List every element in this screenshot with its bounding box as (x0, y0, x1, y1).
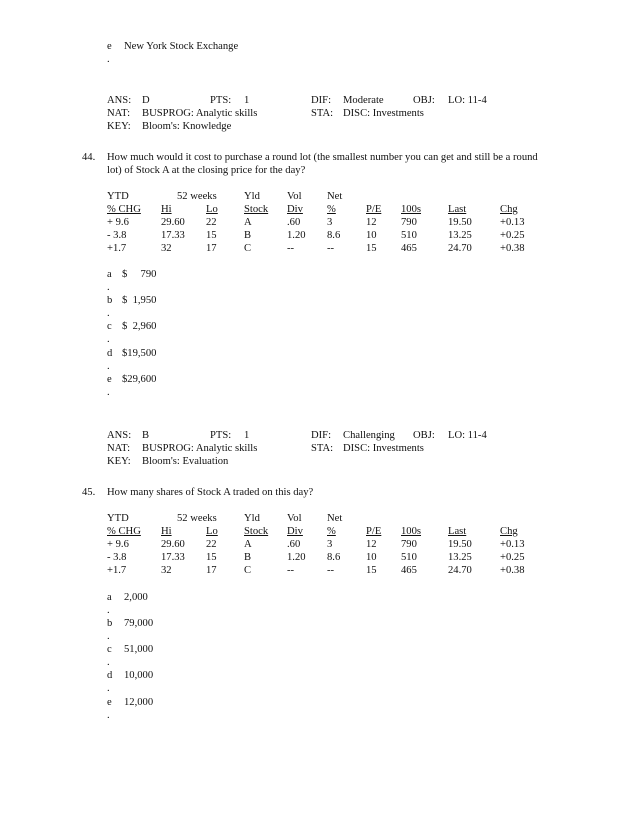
q44-text-line1: How much would it cost to purchase a round lot (the smallest number you can get and still be a round (107, 152, 538, 163)
column-header-chg: Chg (500, 526, 518, 537)
table-header-vol: Vol (287, 513, 302, 524)
q45-option-b-text: 79,000 (124, 618, 154, 629)
table-cell: +1.7 (107, 243, 127, 254)
q43-dif-value: Moderate (343, 95, 384, 106)
column-header-hi: Hi (161, 526, 172, 537)
table-cell: 15 (366, 243, 377, 254)
q45-option-c-text: 51,000 (124, 644, 154, 655)
table-cell: 29.60 (161, 539, 185, 550)
table-cell: -- (327, 565, 335, 576)
column-header-chg: Chg (500, 204, 518, 215)
table-cell: + 9.6 (107, 539, 129, 550)
table-cell: 12 (366, 217, 377, 228)
table-cell: +0.13 (500, 539, 525, 550)
q43-dif-label: DIF: (311, 95, 332, 106)
table-cell: 3 (327, 217, 333, 228)
q44-text-line2: lot) of Stock A at the closing price for the day? (107, 165, 306, 176)
table-cell: 17.33 (161, 230, 185, 241)
q44-sta-label: STA: (311, 443, 334, 454)
table-cell: A (244, 217, 252, 228)
column-header-last: Last (448, 204, 467, 215)
table-cell: B (244, 230, 252, 241)
q45-option-dot: . (107, 683, 110, 694)
q45-option-dot: . (107, 657, 110, 668)
q44-option-dot: . (107, 308, 110, 319)
table-cell: 510 (401, 552, 417, 563)
column-header-chg-pct: % CHG (107, 204, 141, 215)
table-cell: 13.25 (448, 230, 472, 241)
q43-nat-value: BUSPROG: Analytic skills (142, 108, 258, 119)
table-header-vol: Vol (287, 191, 302, 202)
q44-pts-label: PTS: (210, 430, 232, 441)
table-header-52weeks: 52 weeks (177, 513, 217, 524)
table-cell: -- (287, 565, 295, 576)
q44-obj-label: OBJ: (413, 430, 435, 441)
q44-option-c-letter: c (107, 321, 112, 332)
table-cell: 32 (161, 565, 172, 576)
table-cell: 19.50 (448, 539, 472, 550)
q45-text-line1: How many shares of Stock A traded on this day? (107, 487, 314, 498)
table-cell: 8.6 (327, 552, 341, 563)
table-cell: B (244, 552, 252, 563)
table-cell: - 3.8 (107, 552, 127, 563)
q43-option-e-dot: . (107, 54, 110, 65)
q43-option-e-text: New York Stock Exchange (124, 41, 239, 52)
table-cell: 510 (401, 230, 417, 241)
q45-option-e-text: 12,000 (124, 697, 154, 708)
q43-key-value: Bloom's: Knowledge (142, 121, 232, 132)
table-cell: +0.38 (500, 565, 525, 576)
table-cell: -- (327, 243, 335, 254)
q44-pts-value: 1 (244, 430, 250, 441)
table-cell: 13.25 (448, 552, 472, 563)
column-header-hi: Hi (161, 204, 172, 215)
table-cell: 10 (366, 230, 377, 241)
table-cell: 465 (401, 565, 417, 576)
q44-nat-label: NAT: (107, 443, 131, 454)
q45-option-b-letter: b (107, 618, 113, 629)
table-cell: +0.13 (500, 217, 525, 228)
table-header-yld: Yld (244, 513, 260, 524)
table-cell: 1.20 (287, 230, 306, 241)
q44-option-e-letter: e (107, 374, 112, 385)
q45-option-d-text: 10,000 (124, 670, 154, 681)
q43-obj-label: OBJ: (413, 95, 435, 106)
q43-nat-label: NAT: (107, 108, 131, 119)
table-cell: +0.25 (500, 230, 525, 241)
table-cell: + 9.6 (107, 217, 129, 228)
q43-sta-label: STA: (311, 108, 334, 119)
table-cell: C (244, 565, 252, 576)
q44-ans-value: B (142, 430, 150, 441)
table-cell: 1.20 (287, 552, 306, 563)
table-cell: 22 (206, 217, 217, 228)
table-cell: +0.25 (500, 552, 525, 563)
q45-option-a-letter: a (107, 592, 112, 603)
q43-option-e-letter: e (107, 41, 112, 52)
q44-option-d-letter: d (107, 348, 113, 359)
q44-obj-value: LO: 11-4 (448, 430, 487, 441)
table-cell: 24.70 (448, 565, 472, 576)
q44-number: 44. (82, 152, 96, 163)
table-cell: +0.38 (500, 243, 525, 254)
table-header-ytd: YTD (107, 513, 129, 524)
q45-number: 45. (82, 487, 96, 498)
table-cell: 15 (206, 552, 217, 563)
q44-option-a-letter: a (107, 269, 112, 280)
q44-option-d-text: $19,500 (122, 348, 157, 359)
column-header-stock: Stock (244, 526, 269, 537)
table-cell: 465 (401, 243, 417, 254)
column-header-pct: % (327, 204, 336, 215)
table-cell: 3 (327, 539, 333, 550)
q43-pts-value: 1 (244, 95, 250, 106)
table-cell: .60 (287, 217, 301, 228)
table-cell: A (244, 539, 252, 550)
q44-key-value: Bloom's: Evaluation (142, 456, 229, 467)
table-cell: +1.7 (107, 565, 127, 576)
table-cell: 8.6 (327, 230, 341, 241)
q44-option-a-text: $ 790 (122, 269, 157, 280)
table-header-net: Net (327, 191, 343, 202)
table-cell: 32 (161, 243, 172, 254)
column-header-lo: Lo (206, 204, 218, 215)
table-cell: 22 (206, 539, 217, 550)
q43-sta-value: DISC: Investments (343, 108, 424, 119)
table-header-ytd: YTD (107, 191, 129, 202)
q45-option-dot: . (107, 605, 110, 616)
column-header-stock: Stock (244, 204, 269, 215)
q44-option-dot: . (107, 361, 110, 372)
table-header-net: Net (327, 513, 343, 524)
table-cell: 17.33 (161, 552, 185, 563)
table-cell: 19.50 (448, 217, 472, 228)
q44-option-dot: . (107, 282, 110, 293)
column-header-pct: % (327, 526, 336, 537)
table-cell: 10 (366, 552, 377, 563)
column-header-chg-pct: % CHG (107, 526, 141, 537)
table-cell: 15 (366, 565, 377, 576)
q44-sta-value: DISC: Investments (343, 443, 424, 454)
table-cell: 790 (401, 217, 417, 228)
q44-key-label: KEY: (107, 456, 131, 467)
q43-pts-label: PTS: (210, 95, 232, 106)
q45-option-d-letter: d (107, 670, 113, 681)
q44-dif-label: DIF: (311, 430, 332, 441)
q45-option-dot: . (107, 631, 110, 642)
table-cell: 12 (366, 539, 377, 550)
table-cell: 17 (206, 565, 217, 576)
q44-option-e-text: $29,600 (122, 374, 157, 385)
column-header-last: Last (448, 526, 467, 537)
table-cell: 790 (401, 539, 417, 550)
q45-option-c-letter: c (107, 644, 112, 655)
table-header-52weeks: 52 weeks (177, 191, 217, 202)
q43-key-label: KEY: (107, 121, 131, 132)
table-cell: 24.70 (448, 243, 472, 254)
table-cell: -- (287, 243, 295, 254)
column-header-pe: P/E (366, 204, 382, 215)
table-cell: - 3.8 (107, 230, 127, 241)
q44-option-dot: . (107, 334, 110, 345)
q44-option-b-text: $ 1,950 (122, 295, 157, 306)
q43-ans-label: ANS: (107, 95, 132, 106)
q44-option-c-text: $ 2,960 (122, 321, 157, 332)
column-header-div: Div (287, 526, 303, 537)
table-cell: C (244, 243, 252, 254)
q44-ans-label: ANS: (107, 430, 132, 441)
column-header-pe: P/E (366, 526, 382, 537)
q45-option-a-text: 2,000 (124, 592, 148, 603)
table-cell: .60 (287, 539, 301, 550)
q45-option-e-letter: e (107, 697, 112, 708)
q44-dif-value: Challenging (343, 430, 395, 441)
q45-option-dot: . (107, 710, 110, 721)
table-cell: 15 (206, 230, 217, 241)
q43-ans-value: D (142, 95, 150, 106)
q44-nat-value: BUSPROG: Analytic skills (142, 443, 258, 454)
table-cell: 29.60 (161, 217, 185, 228)
table-cell: 17 (206, 243, 217, 254)
q43-obj-value: LO: 11-4 (448, 95, 487, 106)
q44-option-dot: . (107, 387, 110, 398)
column-header-div: Div (287, 204, 303, 215)
table-header-yld: Yld (244, 191, 260, 202)
column-header-100s: 100s (401, 526, 422, 537)
q44-option-b-letter: b (107, 295, 113, 306)
column-header-lo: Lo (206, 526, 218, 537)
column-header-100s: 100s (401, 204, 422, 215)
